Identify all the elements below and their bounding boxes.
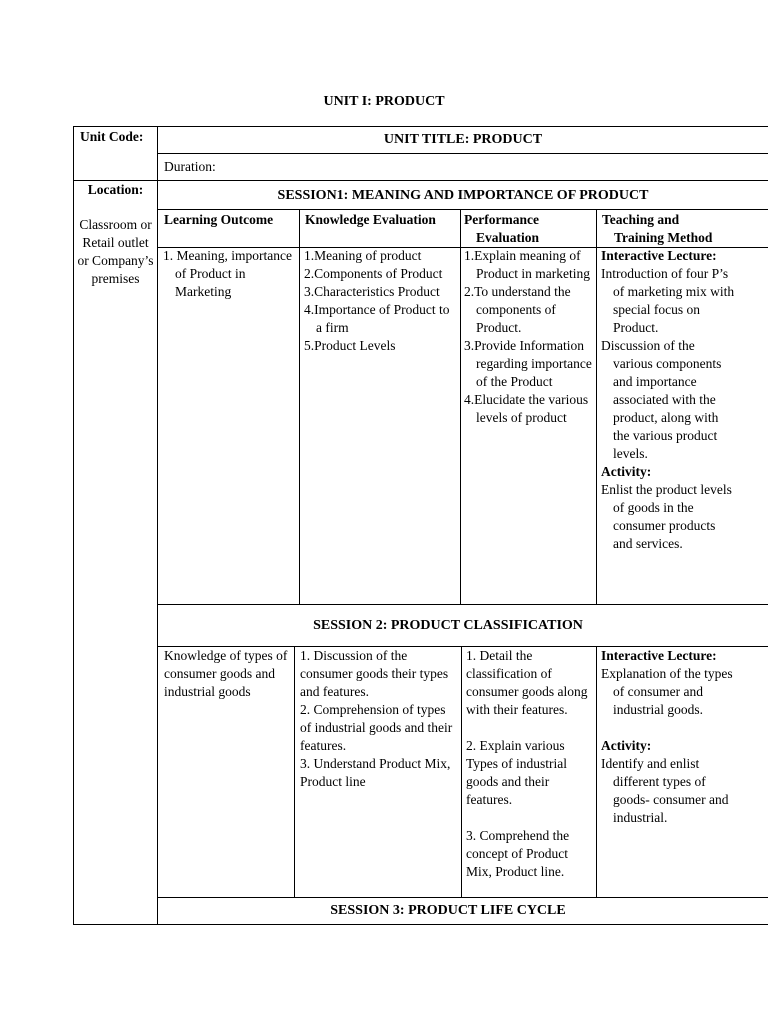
spacer — [466, 719, 594, 737]
column-header-learning-outcome: Learning Outcome — [164, 212, 274, 227]
session-1-knowledge-evaluation — [304, 247, 458, 355]
column-header-performance-evaluation — [464, 211, 594, 247]
list-item: 2. Explain various Types of industrial goods and their features. — [466, 738, 568, 807]
list-item: 4.Elucidate the various levels of product — [464, 392, 589, 425]
list-item: 1.Meaning of product — [304, 248, 422, 263]
table-divider — [73, 180, 768, 181]
list-item: 3. Comprehend the concept of Product Mix, Product line. — [466, 828, 570, 879]
table-divider — [461, 646, 462, 897]
list-item: 2.To understand the components of Product. — [464, 284, 571, 335]
table-divider — [157, 126, 158, 924]
duration-label: Duration: — [164, 159, 216, 174]
list-item: Identify and enlist different types of goods- consumer and industrial. — [601, 756, 729, 825]
activity-label: Activity: — [601, 464, 652, 479]
table-divider — [157, 153, 768, 154]
table-divider — [157, 897, 768, 898]
unit-code-label: Unit Code: — [80, 129, 144, 144]
list-item: 1. Detail the classification of consumer goods along with their features. — [466, 648, 588, 717]
list-item: Enlist the product levels of goods in the consumer products and services. — [601, 482, 732, 551]
interactive-lecture-label: Interactive Lecture: — [601, 648, 717, 663]
session-2-teaching-method — [601, 647, 736, 827]
spacer — [466, 809, 594, 827]
list-item: 4.Importance of Product to a firm — [304, 302, 450, 335]
location-value: Classroom or Retail outlet or Company’s premises — [77, 217, 154, 286]
table-divider — [157, 209, 768, 210]
list-item: 1.Explain meaning of Product in marketing — [464, 248, 590, 281]
list-item: 3. Understand Product Mix, Product line — [300, 756, 451, 789]
table-divider — [299, 209, 300, 604]
list-item: 3.Provide Information regarding importance of the Product — [464, 338, 592, 389]
list-item: 1. Discussion of the consumer goods their types and features. — [300, 648, 449, 699]
list-item: 2. Comprehension of types of industrial goods and their features. — [300, 702, 453, 753]
list-item: Explanation of the types of consumer and industrial goods. — [601, 666, 733, 717]
interactive-lecture-label: Interactive Lecture: — [601, 248, 717, 263]
session-2-performance-evaluation — [466, 647, 594, 881]
column-header-teaching-method — [602, 211, 732, 247]
list-item: 1. Meaning, importance of Product in Marketing — [163, 248, 292, 299]
table-divider — [596, 209, 597, 604]
session-2-learning-outcome — [164, 647, 294, 701]
table-divider — [294, 646, 295, 897]
session-2-knowledge-evaluation — [300, 647, 458, 791]
page-title: UNIT I: PRODUCT — [323, 94, 445, 109]
column-header-knowledge-evaluation: Knowledge Evaluation — [305, 212, 436, 227]
session-3-title: SESSION 3: PRODUCT LIFE CYCLE — [330, 903, 566, 918]
unit-title: UNIT TITLE: PRODUCT — [383, 132, 543, 147]
session-1-teaching-method — [601, 247, 736, 553]
table-divider — [460, 209, 461, 604]
list-item: 2.Components of Product — [304, 266, 443, 281]
list-item: 3.Characteristics Product — [304, 284, 440, 299]
session-1-title: SESSION1: MEANING AND IMPORTANCE OF PRODUCT — [277, 188, 649, 203]
list-item: Knowledge of types of consumer goods and industrial goods — [164, 648, 288, 699]
table-divider — [157, 604, 768, 605]
spacer — [601, 719, 736, 737]
table-divider — [596, 646, 597, 897]
session-1-performance-evaluation — [464, 247, 594, 427]
list-item: 5.Product Levels — [304, 338, 396, 353]
column-header-performance-evaluation-text: Performance Evaluation — [464, 212, 540, 245]
column-header-teaching-method-text: Teaching and Training Method — [602, 212, 713, 245]
location-label: Location: — [87, 182, 144, 197]
list-item: Introduction of four P’s of marketing mix with special focus on Product. — [601, 266, 735, 335]
session-2-title: SESSION 2: PRODUCT CLASSIFICATION — [313, 618, 583, 633]
session-1-learning-outcome — [163, 247, 295, 301]
activity-label: Activity: — [601, 738, 652, 753]
list-item: Discussion of the various components and importance associated with the product, along with the various product levels. — [601, 338, 722, 461]
